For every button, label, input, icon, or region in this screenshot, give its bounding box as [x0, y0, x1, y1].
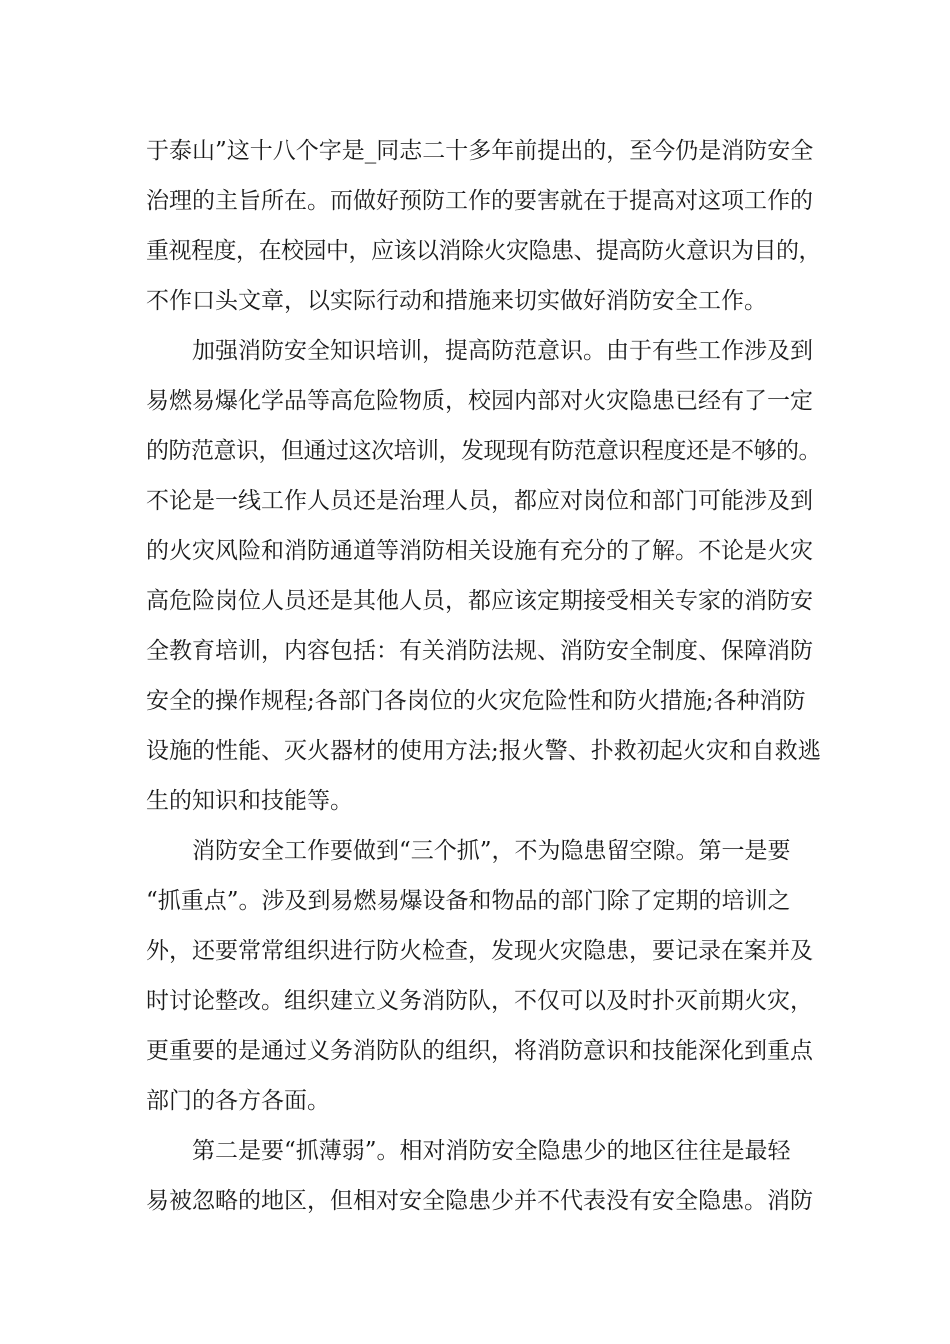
text-line-21: 第二是要“抓薄弱”。相对消防安全隐患少的地区往往是最轻 [192, 1138, 791, 1164]
text-line-12: 安全的操作规程;各部门各岗位的火灾危险性和防火措施;各种消防 [146, 688, 806, 714]
text-line-3: 重视程度，在校园中，应该以消除火灾隐患、提高防火意识为目的， [146, 238, 821, 264]
text-line-10: 高危险岗位人员还是其他人员，都应该定期接受相关专家的消防安 [146, 588, 813, 614]
text-line-13: 设施的性能、灭火器材的使用方法;报火警、扑救初起火灾和自救逃 [146, 738, 821, 764]
text-line-1: 于泰山”这十八个字是_同志二十多年前提出的，至今仍是消防安全 [146, 138, 814, 164]
text-line-18: 时讨论整改。组织建立义务消防队，不仅可以及时扑灭前期火灾， [146, 988, 813, 1014]
text-line-22: 易被忽略的地区，但相对安全隐患少并不代表没有安全隐患。消防 [146, 1188, 813, 1214]
text-line-20: 部门的各方各面。 [146, 1088, 330, 1114]
text-line-7: 的防范意识，但通过这次培训，发现现有防范意识程度还是不够的。 [146, 438, 821, 464]
text-line-11: 全教育培训，内容包括：有关消防法规、消防安全制度、保障消防 [146, 638, 813, 664]
text-line-6: 易燃易爆化学品等高危险物质，校园内部对火灾隐患已经有了一定 [146, 388, 813, 414]
text-line-15: 消防安全工作要做到“三个抓”，不为隐患留空隙。第一是要 [192, 838, 791, 864]
text-line-9: 的火灾风险和消防通道等消防相关设施有充分的了解。不论是火灾 [146, 538, 813, 564]
text-line-17: 外，还要常常组织进行防火检查，发现火灾隐患，要记录在案并及 [146, 938, 813, 964]
text-line-19: 更重要的是通过义务消防队的组织，将消防意识和技能深化到重点 [146, 1038, 813, 1064]
text-line-14: 生的知识和技能等。 [146, 788, 353, 814]
text-line-4: 不作口头文章，以实际行动和措施来切实做好消防安全工作。 [146, 288, 767, 314]
text-line-16: “抓重点”。涉及到易燃易爆设备和物品的部门除了定期的培训之 [146, 888, 791, 914]
document-body-text [146, 126, 826, 1226]
text-line-8: 不论是一线工作人员还是治理人员，都应对岗位和部门可能涉及到 [146, 488, 813, 514]
text-line-5: 加强消防安全知识培训，提高防范意识。由于有些工作涉及到 [192, 338, 813, 364]
text-line-2: 治理的主旨所在。而做好预防工作的要害就在于提高对这项工作的 [146, 188, 813, 214]
